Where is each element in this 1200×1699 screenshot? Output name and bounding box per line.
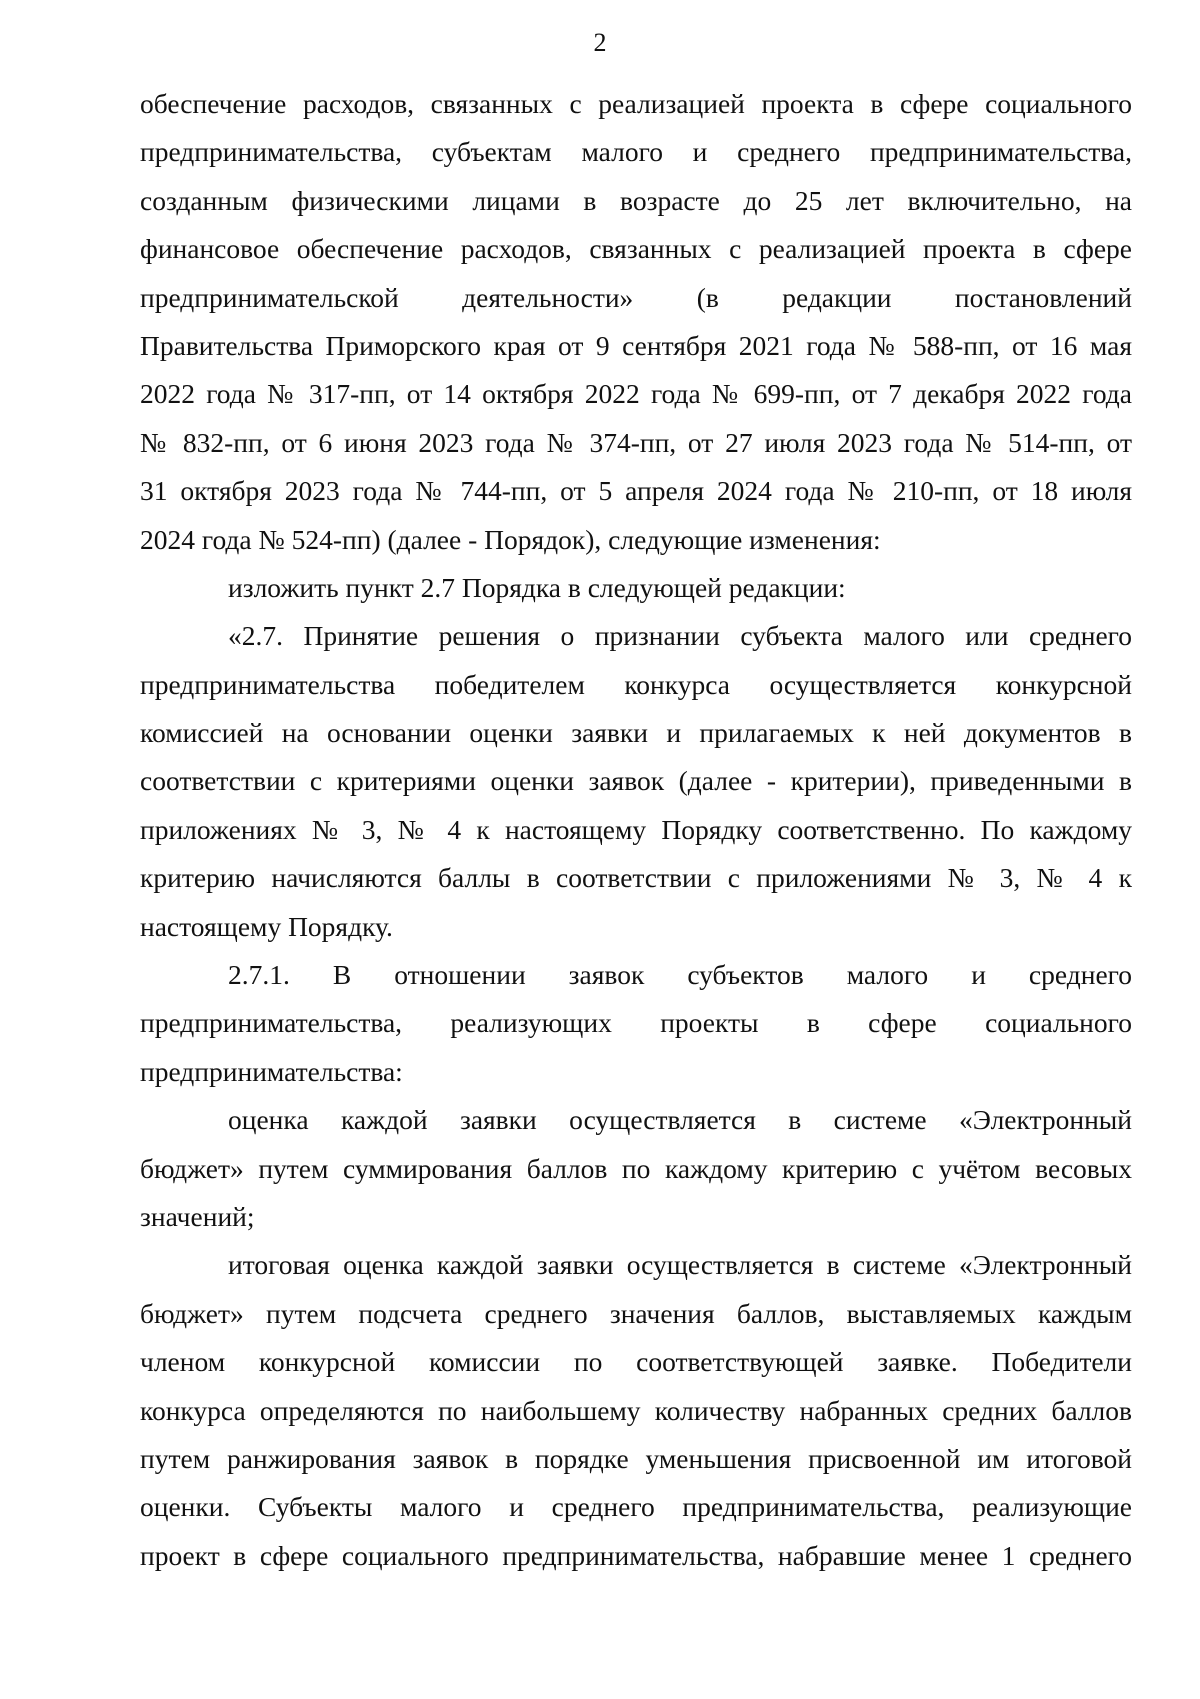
text-line: бюджет» путем суммирования баллов по каждому критерию с учётом весовых xyxy=(140,1152,1132,1184)
text-line: 2022 года № 317-пп, от 14 октября 2022 года № 699-пп, от 7 декабря 2022 года xyxy=(140,378,1132,410)
text-line: проект в сфере социального предпринимательства, набравшие менее 1 среднего xyxy=(140,1539,1132,1571)
text-line: созданным физическими лицами в возрасте до 25 лет включительно, на xyxy=(140,184,1132,216)
text-line: предпринимательства: xyxy=(140,1055,403,1087)
text-line: оценки. Субъекты малого и среднего предпринимательства, реализующие xyxy=(140,1491,1132,1523)
text-line: комиссией на основании оценки заявки и прилагаемых к ней документов в xyxy=(140,717,1132,749)
text-line: 2.7.1. В отношении заявок субъектов малого и среднего xyxy=(228,959,1132,991)
text-line: предпринимательской деятельности» (в редакции постановлений xyxy=(140,281,1132,313)
text-line: настоящему Порядку. xyxy=(140,910,393,942)
text-line: оценка каждой заявки осуществляется в системе «Электронный xyxy=(228,1104,1132,1136)
text-line: предпринимательства, реализующих проекты в сфере социального xyxy=(140,1007,1132,1039)
text-line: изложить пункт 2.7 Порядка в следующей редакции: xyxy=(228,571,846,603)
text-line: бюджет» путем подсчета среднего значения баллов, выставляемых каждым xyxy=(140,1297,1132,1329)
text-line: соответствии с критериями оценки заявок (далее - критерии), приведенными в xyxy=(140,765,1132,797)
text-line: Правительства Приморского края от 9 сентября 2021 года № 588-пп, от 16 мая xyxy=(140,329,1132,361)
text-line: обеспечение расходов, связанных с реализацией проекта в сфере социального xyxy=(140,88,1132,119)
page-number: 2 xyxy=(593,28,607,57)
text-line: финансовое обеспечение расходов, связанных с реализацией проекта в сфере xyxy=(140,233,1132,265)
text-line: значений; xyxy=(140,1200,255,1232)
text-line: «2.7. Принятие решения о признании субъекта малого или среднего xyxy=(228,620,1132,652)
text-line: предпринимательства победителем конкурса осуществляется конкурсной xyxy=(140,668,1132,700)
text-line: итоговая оценка каждой заявки осуществляется в системе «Электронный xyxy=(228,1249,1132,1281)
text-line: членом конкурсной комиссии по соответствующей заявке. Победители xyxy=(140,1346,1132,1378)
text-line: путем ранжирования заявок в порядке уменьшения присвоенной им итоговой xyxy=(140,1442,1132,1474)
text-line: приложениях № 3, № 4 к настоящему Порядку соответственно. По каждому xyxy=(140,813,1132,845)
text-line: критерию начисляются баллы в соответствии с приложениями № 3, № 4 к xyxy=(140,862,1132,894)
text-line: конкурса определяются по наибольшему количеству набранных средних баллов xyxy=(140,1394,1132,1426)
text-line: 2024 года № 524-пп) (далее - Порядок), следующие изменения: xyxy=(140,523,881,555)
text-line: предпринимательства, субъектам малого и среднего предпринимательства, xyxy=(140,136,1132,168)
document-body xyxy=(140,80,1132,1580)
text-line: № 832-пп, от 6 июня 2023 года № 374-пп, от 27 июля 2023 года № 514-пп, от xyxy=(140,426,1132,458)
text-line: 31 октября 2023 года № 744-пп, от 5 апреля 2024 года № 210-пп, от 18 июля xyxy=(140,475,1132,507)
